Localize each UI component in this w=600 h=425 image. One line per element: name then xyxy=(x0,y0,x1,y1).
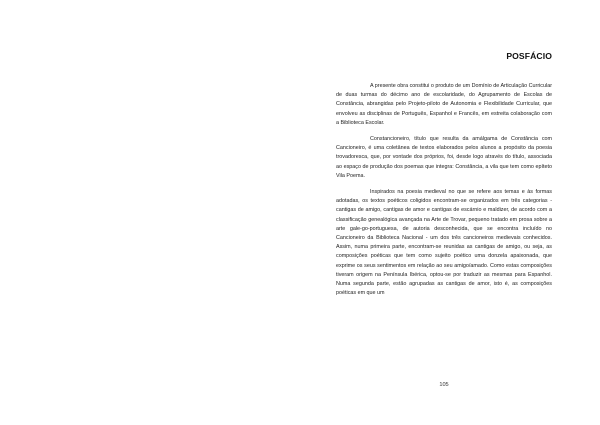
paragraph-3: Inspirados na poesia medieval no que se refere aos temas e às formas adotadas, os textos poéticos coligidos encontram-se organizados em três categorias - cantigas de amigo, cantigas de amor e cantigas de escárnio e maldizer, de acordo com a classificação genealógica avançada na Arte de Trovar, pequeno tratado em prosa sobre a arte gale-go-portuguesa, de autoria desconhecida, que se encontra incluído no Cancioneiro da Biblioteca Nacional - um dos três cancioneiros medievais conhecidos. Assim, numa primeira parte, encontram-se reunidas as cantigas de amigo, ou seja, as composições poéticas que tem como sujeito poético uma donzela apaixonada, que exprime os seus sentimentos em relação ao seu amigo/amado. Como estas composições tiveram origem na Península Ibérica, optou-se por traduzir as mesmas para Espanhol. Numa segunda parte, estão agrupadas as cantigas de amor, isto é, as composições poéticas em que um xyxy=(336,189,552,297)
body-text xyxy=(336,82,552,305)
paragraph-2: Constancioneiro, título que resulta da amálgama de Constância com Cancioneiro, é uma coletânea de textos elaborados pelos alunos a propósito da poesia trovadoresca, que, por vontade dos próprios, foi, desde logo através do título, associada ao espaço de produção dos poemas que integra: Constância, a vila que tem como epíteto Vila Poema. xyxy=(336,136,552,179)
paragraph-1: A presente obra constitui o produto de um Domínio de Articulação Curricular de duas turmas do décimo ano de escolaridade, do Agrupamento de Escolas de Constância, abrangidas pelo Projeto-piloto de Autonomia e Flexibilidade Curricular, que envolveu as disciplinas de Português, Espanhol e Francês, em estreita colaboração com a Biblioteca Escolar. xyxy=(336,83,552,126)
page-number: 105 xyxy=(439,382,449,388)
page-title: POSFÁCIO xyxy=(506,51,552,61)
